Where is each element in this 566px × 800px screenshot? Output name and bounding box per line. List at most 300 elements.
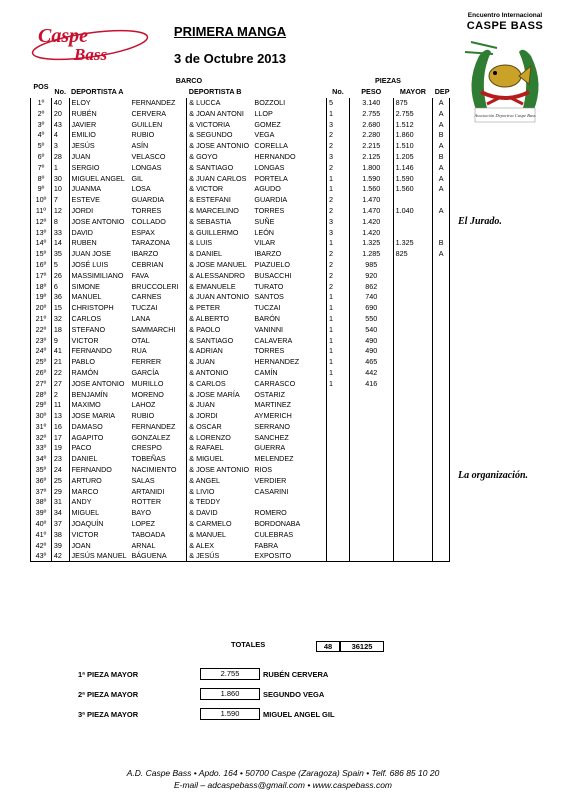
cell-last-a: SALAS xyxy=(131,475,155,485)
cell-first-a: MANUEL xyxy=(71,292,102,302)
cell-pieces: 1 xyxy=(326,108,349,119)
cell-last-a: CERVERA xyxy=(131,108,167,118)
cell-weight: 1.420 xyxy=(349,216,393,227)
cell-biggest xyxy=(393,216,433,227)
cell-first-a: DAMASO xyxy=(71,421,103,431)
cell-weight: 2.215 xyxy=(349,141,393,152)
ampersand: & xyxy=(189,519,197,529)
cell-last-a: LANA xyxy=(131,313,151,323)
cell-no: 3 xyxy=(51,141,69,152)
ampersand: & xyxy=(189,346,196,356)
cell-weight xyxy=(349,432,393,443)
cell-last-b: VEGA xyxy=(252,130,326,141)
cell-last-a: TOBEÑAS xyxy=(131,454,166,464)
cell-pos: 40º xyxy=(31,519,52,530)
cell-weight: 1.560 xyxy=(349,184,393,195)
cell-last-a: FAVA xyxy=(131,270,149,280)
cell-first-b xyxy=(187,422,253,433)
cell-last-b: EXPOSITO xyxy=(252,551,326,562)
cell-last-a: LAHOZ xyxy=(131,400,156,410)
cell-weight: 1.590 xyxy=(349,173,393,184)
ampersand: & xyxy=(189,529,197,539)
cell-last-b: VILAR xyxy=(252,238,326,249)
cell-last-a: VELASCO xyxy=(131,151,166,161)
cell-last-a: FERRER xyxy=(131,357,162,367)
table-row xyxy=(31,454,450,465)
cell-weight: 550 xyxy=(349,314,393,325)
cell-pos: 23º xyxy=(31,335,52,346)
cell-first-b xyxy=(187,195,253,206)
cell-weight xyxy=(349,519,393,530)
cell-pieces: 1 xyxy=(326,378,349,389)
cell-first-b xyxy=(187,303,253,314)
cell-first-a: ANDY xyxy=(71,497,92,507)
cell-first-b xyxy=(187,497,253,508)
cell-dep xyxy=(433,443,450,454)
cell-dep xyxy=(433,195,450,206)
cell-first-b xyxy=(187,281,253,292)
col-group-barco: BARCO xyxy=(175,76,203,86)
cell-first-a: SIMONE xyxy=(71,281,100,291)
cell-weight: 1.420 xyxy=(349,227,393,238)
ampersand: & xyxy=(189,292,197,302)
cell-first-b-text: JUAN ANTONIO xyxy=(196,292,250,302)
cell-pieces xyxy=(326,432,349,443)
cell-first-b-text: LIVIO xyxy=(196,486,215,496)
cell-biggest xyxy=(393,540,433,551)
ampersand: & xyxy=(189,400,197,410)
cell-pos: 10º xyxy=(31,195,52,206)
cell-first-b-text: OSCAR xyxy=(196,421,222,431)
event-logo-title: CASPE BASS xyxy=(466,20,544,32)
cell-weight: 985 xyxy=(349,260,393,271)
ampersand: & xyxy=(189,497,196,507)
ampersand: & xyxy=(189,551,197,561)
cell-last-b: FABRA xyxy=(252,540,326,551)
cell-dep: A xyxy=(433,141,450,152)
cell-pieces xyxy=(326,486,349,497)
col-no: No. xyxy=(54,87,66,97)
title-block xyxy=(150,24,310,66)
cell-pos: 7º xyxy=(31,162,52,173)
cell-first-b-text: MARCELINO xyxy=(196,205,239,215)
cell-last-a: ROTTER xyxy=(131,497,162,507)
cell-first-a: ARTURO xyxy=(71,475,102,485)
totals-label: TOTALES xyxy=(231,640,266,649)
cell-biggest xyxy=(393,551,433,562)
cell-pieces xyxy=(326,454,349,465)
cell-last-b: GUERRA xyxy=(252,443,326,454)
cell-last-a: OTAL xyxy=(131,335,150,345)
cell-pieces: 2 xyxy=(326,206,349,217)
cell-pieces: 1 xyxy=(326,314,349,325)
logo-left-line2: Bass xyxy=(74,45,108,64)
results-body xyxy=(31,98,450,562)
cell-dep xyxy=(433,292,450,303)
ampersand: & xyxy=(189,378,197,388)
col-deportista-b: DEPORTISTA B xyxy=(188,87,242,97)
cell-dep: A xyxy=(433,249,450,260)
table-row xyxy=(31,465,450,476)
cell-pieces xyxy=(326,389,349,400)
table-row xyxy=(31,292,450,303)
cell-first-b xyxy=(187,238,253,249)
cell-biggest xyxy=(393,400,433,411)
cell-first-b-text: VICTOR xyxy=(196,184,224,194)
cell-biggest: 875 xyxy=(393,98,433,109)
table-row xyxy=(31,98,450,109)
table-row xyxy=(31,130,450,141)
cell-last-a: BÁGUENA xyxy=(129,551,186,562)
cell-first-a: FERNANDO xyxy=(71,346,112,356)
cell-first-b-text: VICTORIA xyxy=(196,119,230,129)
cell-no: 25 xyxy=(51,475,69,486)
cell-first-a: MIGUEL xyxy=(71,508,100,518)
cell-first-a: JUAN xyxy=(71,151,91,161)
cell-last-b: MARTINEZ xyxy=(252,400,326,411)
cell-no: 5 xyxy=(51,260,69,271)
cell-no: 36 xyxy=(51,292,69,303)
ampersand: & xyxy=(189,313,196,323)
ampersand: & xyxy=(189,389,197,399)
cell-dep xyxy=(433,324,450,335)
cell-first-b-text: ADRIAN xyxy=(195,346,223,356)
cell-no: 19 xyxy=(51,443,69,454)
cell-weight xyxy=(349,465,393,476)
cell-first-b-text: ALBERTO xyxy=(195,313,229,323)
prize-1-value: 2.755 xyxy=(200,668,260,680)
cell-pos: 27º xyxy=(31,378,52,389)
cell-last-a: ARTANIDI xyxy=(131,486,165,496)
cell-first-a: JOAN xyxy=(71,540,91,550)
cell-last-b: TUCZAI xyxy=(252,303,326,314)
cell-last-b xyxy=(252,497,326,508)
cell-dep xyxy=(433,400,450,411)
cell-pieces: 2 xyxy=(326,162,349,173)
cell-last-b: OSTARIZ xyxy=(252,389,326,400)
cell-first-b-text: LUIS xyxy=(196,238,213,248)
cell-biggest xyxy=(393,508,433,519)
cell-biggest xyxy=(393,292,433,303)
table-row xyxy=(31,508,450,519)
cell-weight: 465 xyxy=(349,357,393,368)
cell-weight: 1.470 xyxy=(349,206,393,217)
cell-pos: 39º xyxy=(31,508,52,519)
cell-first-b xyxy=(187,540,253,551)
cell-biggest xyxy=(393,389,433,400)
cell-dep xyxy=(433,432,450,443)
cell-pos: 1º xyxy=(31,98,52,109)
cell-dep: A xyxy=(433,184,450,195)
cell-dep xyxy=(433,346,450,357)
cell-pieces: 2 xyxy=(326,270,349,281)
cell-no: 27 xyxy=(51,378,69,389)
cell-dep xyxy=(433,519,450,530)
cell-pos: 16º xyxy=(31,260,52,271)
cell-pieces xyxy=(326,540,349,551)
table-row xyxy=(31,335,450,346)
cell-first-b xyxy=(187,108,253,119)
ampersand: & xyxy=(189,335,197,345)
cell-pos: 17º xyxy=(31,270,52,281)
cell-last-a: GONZALEZ xyxy=(131,432,171,442)
cell-first-b-text: CARLOS xyxy=(196,378,226,388)
cell-last-b: SUÑE xyxy=(252,216,326,227)
cell-biggest xyxy=(393,422,433,433)
prize-2-value: 1.860 xyxy=(200,688,260,700)
cell-last-a: LONGAS xyxy=(131,162,162,172)
totals-weight: 36125 xyxy=(340,641,384,652)
cell-first-a: CHRISTOPH xyxy=(71,303,114,313)
table-row xyxy=(31,411,450,422)
cell-dep xyxy=(433,378,450,389)
table-row xyxy=(31,270,450,281)
table-row xyxy=(31,357,450,368)
cell-first-b xyxy=(187,508,253,519)
cell-first-b-text: DAVID xyxy=(196,508,218,518)
cell-no: 6 xyxy=(51,281,69,292)
ampersand: & xyxy=(189,119,197,129)
cell-pieces: 1 xyxy=(326,303,349,314)
table-row xyxy=(31,162,450,173)
ampersand: & xyxy=(189,97,197,107)
cell-last-a: NACIMIENTO xyxy=(131,465,177,475)
cell-no: 20 xyxy=(51,108,69,119)
cell-biggest xyxy=(393,519,433,530)
cell-no: 11 xyxy=(51,400,69,411)
cell-dep xyxy=(433,368,450,379)
ampersand: & xyxy=(189,540,196,550)
ampersand: & xyxy=(189,141,197,151)
cell-no: 29 xyxy=(51,486,69,497)
table-row xyxy=(31,108,450,119)
cell-no: 21 xyxy=(51,357,69,368)
cell-first-b-text: PETER xyxy=(196,303,221,313)
cell-pieces: 3 xyxy=(326,227,349,238)
cell-dep: A xyxy=(433,108,450,119)
prize-3-name: MIGUEL ANGEL GIL xyxy=(263,710,335,719)
cell-last-a: LOPEZ xyxy=(131,519,156,529)
cell-first-b xyxy=(187,529,253,540)
cell-pieces: 1 xyxy=(326,238,349,249)
table-row xyxy=(31,378,450,389)
cell-weight: 2.755 xyxy=(349,108,393,119)
table-row xyxy=(31,497,450,508)
cell-pieces: 2 xyxy=(326,130,349,141)
col-mayor: MAYOR xyxy=(399,87,426,97)
ampersand: & xyxy=(189,195,197,205)
cell-last-a: IBARZO xyxy=(131,249,159,259)
cell-first-a: PABLO xyxy=(71,357,95,367)
cell-last-a: FERNANDEZ xyxy=(131,97,176,107)
header-row-columns xyxy=(31,87,450,98)
col-pos: POS xyxy=(33,81,49,91)
cell-first-a: FERNANDO xyxy=(71,465,112,475)
cell-last-b: RIOS xyxy=(252,465,326,476)
ampersand: & xyxy=(189,184,197,194)
cell-last-b: CAMÍN xyxy=(252,368,326,379)
cell-no: 31 xyxy=(51,497,69,508)
cell-dep xyxy=(433,551,450,562)
cell-first-b-text: JOSE MARÍA xyxy=(196,389,240,399)
cell-last-a: GIL xyxy=(131,173,144,183)
cell-dep xyxy=(433,411,450,422)
cell-last-b: AYMERICH xyxy=(252,411,326,422)
cell-first-b xyxy=(187,206,253,217)
cell-biggest: 2.755 xyxy=(393,108,433,119)
cell-first-b-text: ALEX xyxy=(195,540,215,550)
cell-pieces xyxy=(326,422,349,433)
cell-no: 22 xyxy=(51,368,69,379)
cell-first-b-text: EMANUELE xyxy=(196,281,236,291)
ampersand: & xyxy=(189,249,197,259)
ampersand: & xyxy=(189,151,197,161)
cell-weight: 2.125 xyxy=(349,152,393,163)
cell-first-a: MIGUEL ANGEL xyxy=(71,173,125,183)
cell-biggest: 1.325 xyxy=(393,238,433,249)
cell-weight: 490 xyxy=(349,346,393,357)
cell-no: 7 xyxy=(51,195,69,206)
event-logo-subtitle: Encuentro Internacional xyxy=(467,12,543,19)
cell-weight xyxy=(349,540,393,551)
cell-last-b: ROMERO xyxy=(252,508,326,519)
cell-pieces: 1 xyxy=(326,292,349,303)
cell-pieces xyxy=(326,529,349,540)
cell-first-a: SERGIO xyxy=(71,162,100,172)
cell-weight: 690 xyxy=(349,303,393,314)
cell-weight: 540 xyxy=(349,324,393,335)
cell-no: 24 xyxy=(51,465,69,476)
cell-biggest: 1.560 xyxy=(393,184,433,195)
cell-weight: 1.800 xyxy=(349,162,393,173)
cell-last-b: AGUDO xyxy=(252,184,326,195)
cell-last-a: FERNANDEZ xyxy=(131,421,176,431)
cell-pos: 41º xyxy=(31,529,52,540)
cell-no: 32 xyxy=(51,314,69,325)
table-row xyxy=(31,227,450,238)
table-row xyxy=(31,389,450,400)
cell-no: 43 xyxy=(51,119,69,130)
cell-first-b-text: DANIEL xyxy=(196,249,223,259)
cell-first-b xyxy=(187,389,253,400)
cell-no: 37 xyxy=(51,519,69,530)
cell-last-a: RUBIO xyxy=(131,130,155,140)
cell-no: 16 xyxy=(51,422,69,433)
cell-no: 41 xyxy=(51,346,69,357)
cell-first-b xyxy=(187,324,253,335)
cell-dep xyxy=(433,454,450,465)
cell-pos: 33º xyxy=(31,443,52,454)
table-row xyxy=(31,400,450,411)
cell-biggest: 1.040 xyxy=(393,206,433,217)
cell-no: 8 xyxy=(51,216,69,227)
ampersand: & xyxy=(189,173,197,183)
ampersand: & xyxy=(189,324,197,334)
cell-no: 18 xyxy=(51,324,69,335)
cell-last-b: BUSACCHI xyxy=(252,270,326,281)
cell-dep xyxy=(433,465,450,476)
cell-first-b-text: GUILLERMO xyxy=(196,227,239,237)
cell-pos: 36º xyxy=(31,475,52,486)
cell-biggest xyxy=(393,227,433,238)
cell-dep xyxy=(433,389,450,400)
cell-first-b xyxy=(187,368,253,379)
cell-weight xyxy=(349,486,393,497)
table-row xyxy=(31,238,450,249)
cell-pos: 35º xyxy=(31,465,52,476)
cell-weight: 1.325 xyxy=(349,238,393,249)
cell-first-a: CARLOS xyxy=(71,313,102,323)
ampersand: & xyxy=(189,486,197,496)
table-row xyxy=(31,184,450,195)
cell-last-b: CORELLA xyxy=(252,141,326,152)
cell-no: 39 xyxy=(51,540,69,551)
cell-pieces xyxy=(326,508,349,519)
cell-dep xyxy=(433,508,450,519)
table-row xyxy=(31,281,450,292)
cell-first-b-text: ANTONIO xyxy=(195,367,229,377)
cell-first-b xyxy=(187,260,253,271)
ampersand: & xyxy=(189,367,196,377)
cell-pos: 22º xyxy=(31,324,52,335)
cell-first-b-text: PAOLO xyxy=(196,324,221,334)
cell-pos: 38º xyxy=(31,497,52,508)
cell-last-b: SANTOS xyxy=(252,292,326,303)
cell-pos: 6º xyxy=(31,152,52,163)
cell-pieces xyxy=(326,465,349,476)
cell-biggest xyxy=(393,314,433,325)
cell-no: 2 xyxy=(51,389,69,400)
prize-1-name: RUBÉN CERVERA xyxy=(263,670,329,679)
cell-no: 42 xyxy=(51,551,69,562)
table-row xyxy=(31,324,450,335)
cell-pieces: 3 xyxy=(326,119,349,130)
cell-first-b xyxy=(187,378,253,389)
cell-biggest: 1.205 xyxy=(393,152,433,163)
cell-dep: A xyxy=(433,119,450,130)
cell-first-a: JUAN JOSE xyxy=(71,249,112,259)
cell-weight xyxy=(349,389,393,400)
emblem-text: Asociación Deportiva Caspe Bass xyxy=(474,113,536,118)
cell-first-b-text: JOAN ANTONI xyxy=(196,108,244,118)
cell-pieces xyxy=(326,519,349,530)
cell-last-b: BOZZOLI xyxy=(252,98,326,109)
cell-dep xyxy=(433,486,450,497)
cell-last-a: RUBIO xyxy=(131,411,155,421)
cell-dep xyxy=(433,335,450,346)
cell-biggest xyxy=(393,432,433,443)
cell-weight: 490 xyxy=(349,335,393,346)
cell-biggest xyxy=(393,357,433,368)
cell-weight: 862 xyxy=(349,281,393,292)
cell-first-b-text: SEBASTIA xyxy=(196,216,232,226)
signature-jurado: El Jurado. xyxy=(458,216,502,227)
ampersand: & xyxy=(189,303,197,313)
cell-pos: 43º xyxy=(31,551,52,562)
ampersand: & xyxy=(189,443,197,453)
cell-first-b-text: MIGUEL xyxy=(196,454,224,464)
cell-first-a: MARCO xyxy=(71,486,99,496)
table-row xyxy=(31,303,450,314)
cell-pos: 26º xyxy=(31,368,52,379)
ampersand: & xyxy=(189,108,197,118)
cell-weight xyxy=(349,443,393,454)
cell-dep xyxy=(433,260,450,271)
cell-last-b: CULEBRAS xyxy=(252,529,326,540)
cell-first-a: JAVIER xyxy=(71,119,97,129)
cell-weight xyxy=(349,400,393,411)
ampersand: & xyxy=(189,270,196,280)
